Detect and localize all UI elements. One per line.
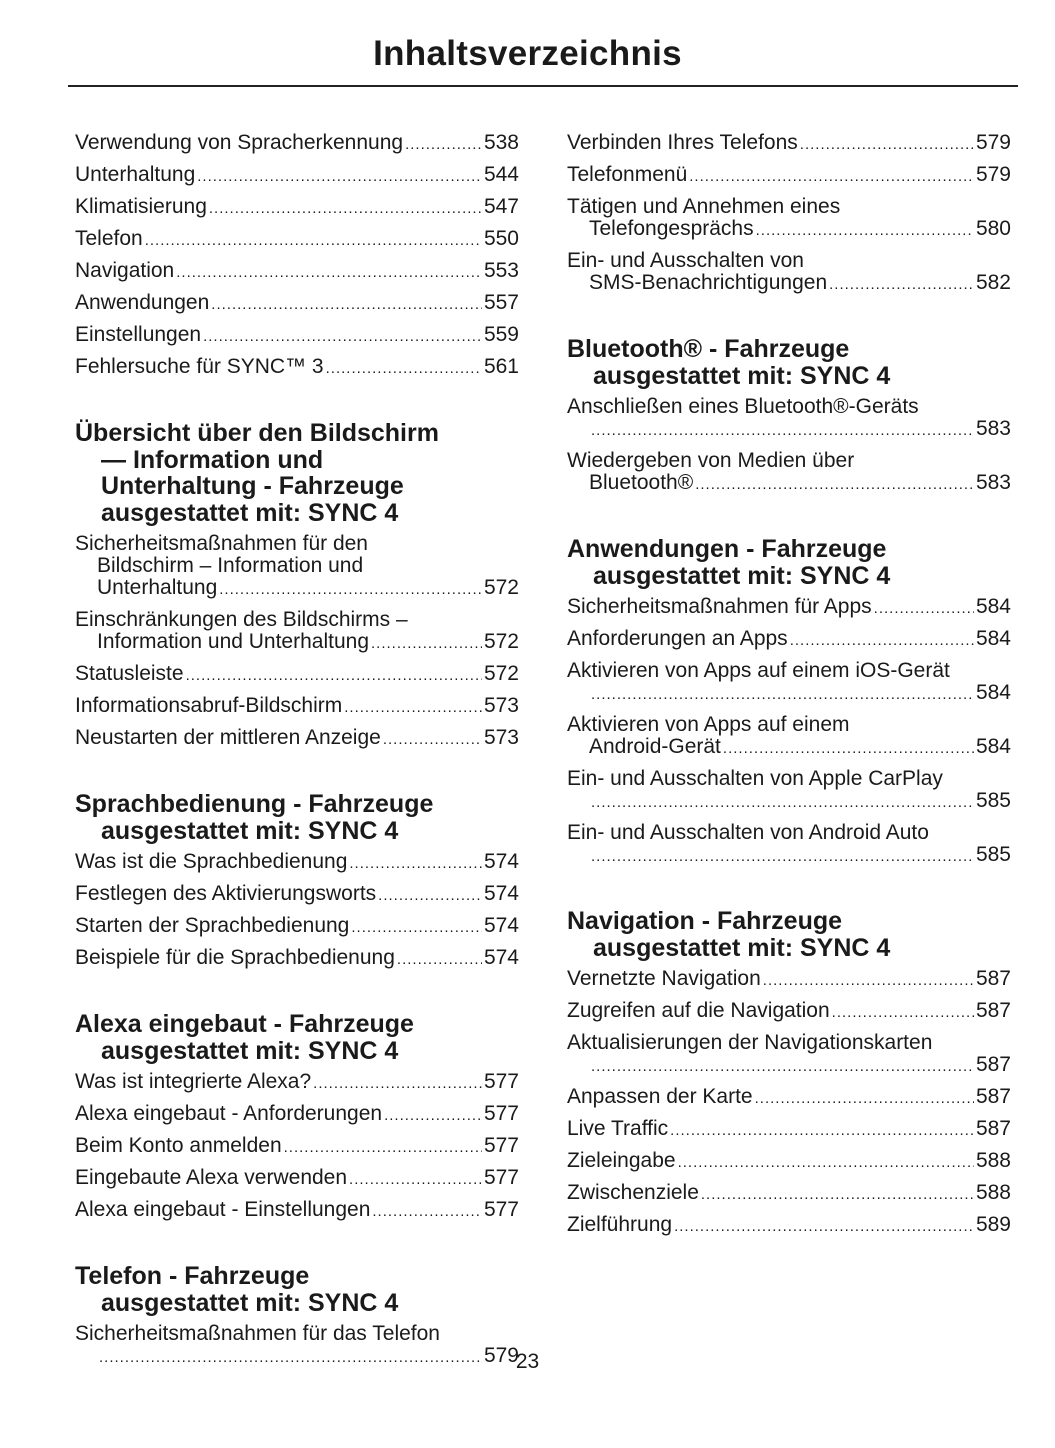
dot-leader <box>351 915 482 939</box>
entry-line: Aktivieren von Apps auf einem <box>567 713 850 736</box>
entry-line: Anwendungen <box>75 291 210 314</box>
dot-leader <box>756 218 974 242</box>
dot-leader <box>800 132 974 156</box>
entry-last-line <box>567 1214 1011 1238</box>
toc-entry[interactable] <box>567 660 1011 706</box>
heading-line: ausgestattet mit: SYNC 4 <box>101 816 399 845</box>
entry-page[interactable]: 577 <box>483 1134 519 1157</box>
toc-entry[interactable] <box>567 628 1011 652</box>
dot-leader <box>176 260 482 284</box>
heading-line: Bluetooth® - Fahrzeuge <box>567 335 850 363</box>
dot-leader <box>186 663 482 687</box>
dot-leader <box>695 472 974 496</box>
entry-line: Zugreifen auf die Navigation <box>567 999 830 1022</box>
dot-leader <box>591 1054 974 1078</box>
toc-entry[interactable] <box>75 1103 519 1127</box>
toc-entry[interactable] <box>75 1167 519 1191</box>
toc-entry[interactable] <box>75 947 519 971</box>
toc-section <box>75 1011 519 1223</box>
dot-leader <box>284 1135 482 1159</box>
entry-page[interactable]: 588 <box>975 1149 1011 1172</box>
toc-entry[interactable] <box>75 727 519 751</box>
entry-page[interactable]: 584 <box>975 627 1011 650</box>
entry-last-line <box>75 851 519 875</box>
toc-entry[interactable] <box>75 663 519 687</box>
entry-line: Wiedergeben von Medien über <box>567 449 855 472</box>
entry-last-line <box>75 164 519 188</box>
entry-line: Telefonmenü <box>567 163 688 186</box>
section-heading <box>75 420 519 526</box>
dot-leader <box>405 132 482 156</box>
toc-column-right <box>567 132 1011 1278</box>
dot-leader <box>701 1182 974 1206</box>
entry-page[interactable]: 559 <box>483 323 519 346</box>
toc-entry[interactable] <box>567 1086 1011 1110</box>
page-title: Inhaltsverzeichnis <box>373 34 682 73</box>
entry-page[interactable]: 587 <box>975 1085 1011 1108</box>
entry-last-line <box>567 272 1011 296</box>
entry-page[interactable]: 553 <box>483 259 519 282</box>
heading-line: Unterhaltung - Fahrzeuge <box>101 472 404 500</box>
dot-leader <box>670 1118 974 1142</box>
entry-line: Anforderungen an Apps <box>567 627 788 650</box>
entry-last-line <box>567 418 1011 442</box>
entry-line: Zieleingabe <box>567 1149 676 1172</box>
entry-line: Unterhaltung <box>75 163 196 186</box>
entry-page[interactable]: 573 <box>483 726 519 749</box>
entry-line: Fehlersuche für SYNC™ 3 <box>75 355 324 378</box>
entry-page[interactable]: 585 <box>975 843 1011 866</box>
entry-last-line <box>75 915 519 939</box>
entry-line: Android-Gerät <box>589 735 721 758</box>
entry-line: Sicherheitsmaßnahmen für den <box>75 532 368 555</box>
heading-line: — Information und <box>101 445 324 474</box>
entry-last-line <box>567 1086 1011 1110</box>
toc-entry[interactable] <box>567 968 1011 992</box>
toc-entry[interactable] <box>567 1214 1011 1238</box>
dot-leader <box>723 736 974 760</box>
entry-page[interactable]: 547 <box>483 195 519 218</box>
entry-line: Eingebaute Alexa verwenden <box>75 1166 348 1189</box>
toc-entry[interactable] <box>567 1000 1011 1024</box>
entry-page[interactable]: 588 <box>975 1181 1011 1204</box>
entry-last-line <box>567 596 1011 620</box>
entry-line: Alexa eingebaut - Anforderungen <box>75 1102 383 1125</box>
toc-entry[interactable] <box>75 196 519 220</box>
section-heading <box>567 908 1011 961</box>
dot-leader <box>145 228 482 252</box>
entry-page[interactable]: 572 <box>483 662 519 685</box>
dot-leader <box>591 682 974 706</box>
dot-leader <box>211 292 482 316</box>
toc-entry[interactable] <box>567 714 1011 760</box>
entry-page[interactable]: 550 <box>483 227 519 250</box>
entry-last-line <box>567 132 1011 156</box>
section-heading <box>75 791 519 844</box>
dot-leader <box>832 1000 974 1024</box>
entry-line: Sicherheitsmaßnahmen für Apps <box>567 595 872 618</box>
heading-line: ausgestattet mit: SYNC 4 <box>101 1036 399 1065</box>
toc-entry[interactable] <box>75 695 519 719</box>
entry-last-line <box>567 472 1011 496</box>
entry-line: Bildschirm – Information und <box>97 554 364 577</box>
dot-leader <box>874 596 974 620</box>
toc-section <box>75 420 519 751</box>
entry-line: Einstellungen <box>75 323 202 346</box>
entry-page[interactable]: 577 <box>483 1102 519 1125</box>
entry-line: Verwendung von Spracherkennung <box>75 131 404 154</box>
entry-line: Neustarten der mittleren Anzeige <box>75 726 381 749</box>
dot-leader <box>209 196 482 220</box>
entry-page[interactable]: 584 <box>975 681 1011 704</box>
entry-last-line <box>75 1167 519 1191</box>
heading-line: ausgestattet mit: SYNC 4 <box>593 361 891 390</box>
toc-entry[interactable] <box>75 132 519 156</box>
entry-page[interactable]: 577 <box>483 1198 519 1221</box>
entry-last-line <box>567 1150 1011 1174</box>
dot-leader <box>197 164 482 188</box>
toc-section <box>75 132 519 380</box>
toc-entry[interactable] <box>567 450 1011 496</box>
toc-entry[interactable] <box>567 164 1011 188</box>
entry-line: SMS-Benachrichtigungen <box>589 271 828 294</box>
entry-line: Informationsabruf-Bildschirm <box>75 694 343 717</box>
entry-last-line <box>567 968 1011 992</box>
entry-line: Ein- und Ausschalten von <box>567 249 804 272</box>
entry-last-line <box>75 1103 519 1127</box>
entry-line: Starten der Sprachbedienung <box>75 914 350 937</box>
entry-page[interactable]: 579 <box>483 1344 519 1367</box>
toc-entry[interactable] <box>75 1199 519 1223</box>
entry-line: Beispiele für die Sprachbedienung <box>75 946 395 969</box>
entry-line: Zielführung <box>567 1213 673 1236</box>
toc-entry[interactable] <box>75 260 519 284</box>
page-number: 23 <box>515 1350 540 1373</box>
entry-page[interactable]: 584 <box>975 595 1011 618</box>
toc-entry[interactable] <box>567 396 1011 442</box>
entry-last-line <box>75 883 519 907</box>
entry-last-line <box>75 324 519 348</box>
dot-leader <box>829 272 974 296</box>
entry-page[interactable]: 577 <box>483 1070 519 1093</box>
entry-last-line <box>567 682 1011 706</box>
entry-page[interactable]: 572 <box>483 576 519 599</box>
entry-last-line <box>567 1118 1011 1142</box>
toc-entry[interactable] <box>75 851 519 875</box>
toc-entry[interactable] <box>567 822 1011 868</box>
dot-leader <box>397 947 482 971</box>
dot-leader <box>384 1103 482 1127</box>
dot-leader <box>689 164 974 188</box>
toc-entry[interactable] <box>75 356 519 380</box>
entry-line: Vernetzte Navigation <box>567 967 761 990</box>
toc-entry[interactable] <box>75 228 519 252</box>
heading-line: ausgestattet mit: SYNC 4 <box>593 933 891 962</box>
entry-last-line <box>567 1182 1011 1206</box>
title-divider <box>68 85 1018 87</box>
entry-last-line <box>567 1000 1011 1024</box>
entry-line: Ein- und Ausschalten von Android Auto <box>567 821 929 844</box>
toc-entry[interactable] <box>75 915 519 939</box>
entry-last-line <box>567 790 1011 814</box>
toc-entry[interactable] <box>75 1135 519 1159</box>
entry-last-line <box>75 663 519 687</box>
entry-last-line <box>75 1135 519 1159</box>
entry-line: Tätigen und Annehmen eines <box>567 195 841 218</box>
dot-leader <box>383 727 482 751</box>
entry-page[interactable]: 587 <box>975 1117 1011 1140</box>
heading-line: Anwendungen - Fahrzeuge <box>567 535 887 563</box>
dot-leader <box>313 1071 482 1095</box>
entry-line: Festlegen des Aktivierungsworts <box>75 882 377 905</box>
entry-last-line <box>75 228 519 252</box>
entry-line: Live Traffic <box>567 1117 669 1140</box>
toc-section <box>567 536 1011 868</box>
dot-leader <box>371 631 482 655</box>
dot-leader <box>678 1150 974 1174</box>
dot-leader <box>378 883 482 907</box>
toc-section <box>75 791 519 971</box>
heading-line: Sprachbedienung - Fahrzeuge <box>75 790 434 818</box>
entry-last-line <box>75 356 519 380</box>
toc-entry[interactable] <box>75 292 519 316</box>
entry-page[interactable]: 580 <box>975 217 1011 240</box>
entry-last-line <box>75 947 519 971</box>
toc-section <box>567 908 1011 1238</box>
entry-page[interactable]: 582 <box>975 271 1011 294</box>
toc-column-left <box>75 132 519 1409</box>
toc-entry[interactable] <box>75 324 519 348</box>
toc-entry[interactable] <box>567 1182 1011 1206</box>
dot-leader <box>203 324 482 348</box>
entry-page[interactable]: 572 <box>483 630 519 653</box>
entry-page[interactable]: 574 <box>483 850 519 873</box>
heading-line: Alexa eingebaut - Fahrzeuge <box>75 1010 414 1038</box>
heading-line: Telefon - Fahrzeuge <box>75 1262 310 1290</box>
toc-entry[interactable] <box>567 250 1011 296</box>
entry-line: Anpassen der Karte <box>567 1085 753 1108</box>
entry-last-line <box>567 164 1011 188</box>
entry-last-line <box>75 577 519 601</box>
heading-line: ausgestattet mit: SYNC 4 <box>101 498 399 527</box>
entry-line: Was ist die Sprachbedienung <box>75 850 348 873</box>
entry-page[interactable]: 574 <box>483 882 519 905</box>
entry-last-line <box>75 132 519 156</box>
heading-line: ausgestattet mit: SYNC 4 <box>101 1288 399 1317</box>
heading-line: Navigation - Fahrzeuge <box>567 907 843 935</box>
toc-entry[interactable] <box>567 1032 1011 1078</box>
entry-line: Unterhaltung <box>97 576 218 599</box>
dot-leader <box>591 418 974 442</box>
toc-entry[interactable] <box>75 164 519 188</box>
toc-entry[interactable] <box>75 609 519 655</box>
entry-last-line <box>75 292 519 316</box>
toc-entry[interactable] <box>75 1071 519 1095</box>
entry-page[interactable]: 538 <box>483 131 519 154</box>
entry-page[interactable]: 584 <box>975 735 1011 758</box>
dot-leader <box>326 356 482 380</box>
entry-line: Bluetooth® <box>589 471 694 494</box>
entry-line: Telefon <box>75 227 143 250</box>
entry-page[interactable]: 557 <box>483 291 519 314</box>
entry-last-line <box>75 631 519 655</box>
entry-last-line <box>567 628 1011 652</box>
entry-page[interactable]: 587 <box>975 1053 1011 1076</box>
dot-leader <box>591 790 974 814</box>
section-heading <box>567 536 1011 589</box>
section-heading <box>75 1263 519 1316</box>
toc-section <box>567 132 1011 296</box>
entry-last-line <box>75 695 519 719</box>
toc-entry[interactable] <box>567 132 1011 156</box>
section-heading <box>567 336 1011 389</box>
heading-line: Übersicht über den Bildschirm <box>75 419 439 447</box>
dot-leader <box>755 1086 974 1110</box>
entry-page[interactable]: 574 <box>483 946 519 969</box>
toc-entry[interactable] <box>567 768 1011 814</box>
toc-entry[interactable] <box>75 533 519 601</box>
entry-line: Aktualisierungen der Navigationskarten <box>567 1031 933 1054</box>
dot-leader <box>763 968 974 992</box>
entry-page[interactable]: 577 <box>483 1166 519 1189</box>
entry-page[interactable]: 585 <box>975 789 1011 812</box>
dot-leader <box>674 1214 974 1238</box>
dot-leader <box>349 1167 482 1191</box>
entry-page[interactable]: 579 <box>975 163 1011 186</box>
entry-last-line <box>75 1071 519 1095</box>
entry-line: Einschränkungen des Bildschirms – <box>75 608 408 631</box>
toc-entry[interactable] <box>567 1118 1011 1142</box>
heading-line: ausgestattet mit: SYNC 4 <box>593 561 891 590</box>
section-heading <box>75 1011 519 1064</box>
dot-leader <box>344 695 482 719</box>
toc-entry[interactable] <box>567 1150 1011 1174</box>
entry-page[interactable]: 587 <box>975 999 1011 1022</box>
entry-page[interactable]: 561 <box>483 355 519 378</box>
toc-entry[interactable] <box>567 596 1011 620</box>
toc-section <box>567 336 1011 496</box>
entry-page[interactable]: 583 <box>975 471 1011 494</box>
dot-leader <box>349 851 482 875</box>
entry-line: Sicherheitsmaßnahmen für das Telefon <box>75 1322 440 1345</box>
entry-last-line <box>567 1054 1011 1078</box>
entry-page[interactable]: 579 <box>975 131 1011 154</box>
entry-line: Telefongesprächs <box>589 217 754 240</box>
entry-line: Navigation <box>75 259 175 282</box>
dot-leader <box>219 577 482 601</box>
dot-leader <box>591 844 974 868</box>
toc-entry[interactable] <box>75 883 519 907</box>
entry-line: Aktivieren von Apps auf einem iOS-Gerät <box>567 659 950 682</box>
entry-last-line <box>567 218 1011 242</box>
entry-page[interactable]: 587 <box>975 967 1011 990</box>
entry-line: Alexa eingebaut - Einstellungen <box>75 1198 371 1221</box>
entry-last-line <box>567 736 1011 760</box>
entry-line: Anschließen eines Bluetooth®-Geräts <box>567 395 919 418</box>
entry-line: Zwischenziele <box>567 1181 699 1204</box>
dot-leader <box>790 628 974 652</box>
entry-line: Ein- und Ausschalten von Apple CarPlay <box>567 767 943 790</box>
entry-last-line <box>75 727 519 751</box>
entry-last-line <box>75 260 519 284</box>
entry-last-line <box>75 1199 519 1223</box>
entry-line: Verbinden Ihres Telefons <box>567 131 798 154</box>
entry-line: Beim Konto anmelden <box>75 1134 282 1157</box>
entry-line: Statusleiste <box>75 662 184 685</box>
entry-line: Was ist integrierte Alexa? <box>75 1070 312 1093</box>
entry-line: Information und Unterhaltung <box>97 630 370 653</box>
entry-page[interactable]: 573 <box>483 694 519 717</box>
entry-last-line <box>567 844 1011 868</box>
entry-page[interactable]: 574 <box>483 914 519 937</box>
entry-page[interactable]: 589 <box>975 1213 1011 1236</box>
toc-entry[interactable] <box>567 196 1011 242</box>
entry-line: Klimatisierung <box>75 195 207 218</box>
entry-page[interactable]: 583 <box>975 417 1011 440</box>
entry-page[interactable]: 544 <box>483 163 519 186</box>
entry-last-line <box>75 196 519 220</box>
dot-leader <box>372 1199 482 1223</box>
